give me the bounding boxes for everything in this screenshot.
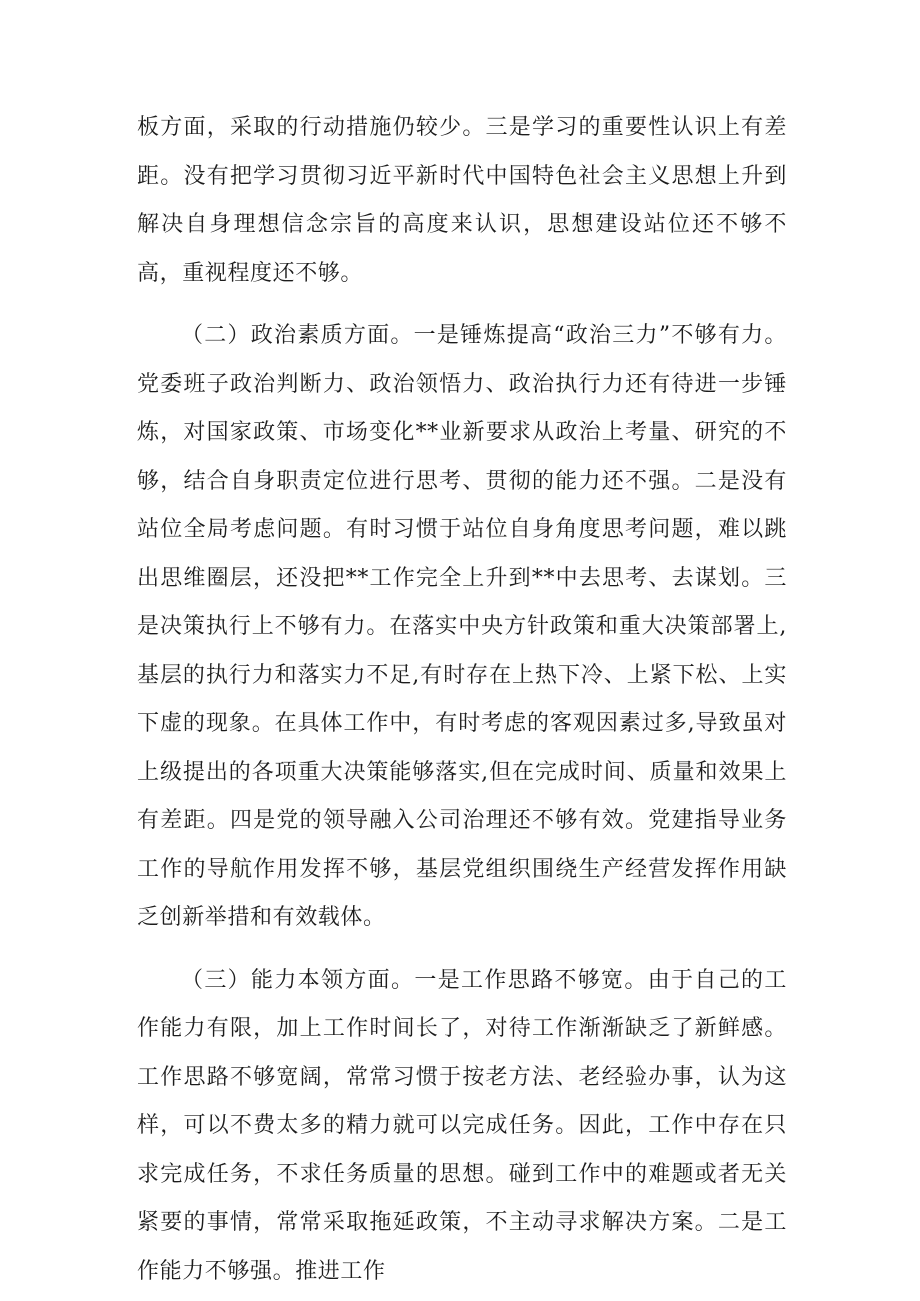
paragraph-study-awareness: 板方面，采取的行动措施仍较少。三是学习的重要性认识上有差距。没有把学习贯彻习近平新时代中国特色社会主义思想上升到解决自身理想信念宗旨的高度来认识，思想建设站位还不够不高，重视程度还不够。 — [137, 115, 787, 286]
paragraph-ability-skills: （三）能力本领方面。一是工作思路不够宽。由于自己的工作能力有限，加上工作时间长了，对待工作渐渐缺乏了新鲜感。工作思路不够宽阔，常常习惯于按老方法、老经验办事，认为这样，可以不费太多的精力就可以完成任务。因此，工作中存在只求完成任务，不求任务质量的思想。碰到工作中的难题或者无关紧要的事情，常常采取拖延政策，不主动寻求解决方案。二是工作能力不够强。推进工作 — [137, 967, 787, 1284]
paragraph-political-quality: （二）政治素质方面。一是锤炼提高“政治三力”不够有力。党委班子政治判断力、政治领悟力、政治执行力还有待进一步锤炼，对国家政策、市场变化**业新要求从政治上考量、研究的不够，结合自身职责定位进行思考、贯彻的能力还不强。二是没有站位全局考虑问题。有时习惯于站位自身角度思考问题，难以跳出思维圈层，还没把**工作完全上升到**中去思考、去谋划。三是决策执行上不够有力。在落实中央方针政策和重大决策部署上,基层的执行力和落实力不足,有时存在上热下冷、上紧下松、上实下虚的现象。在具体工作中，有时考虑的客观因素过多,导致虽对上级提出的各项重大决策能够落实,但在完成时间、质量和效果上有差距。四是党的领导融入公司治理还不够有效。党建指导业务工作的导航作用发挥不够，基层党组织围绕生产经营发挥作用缺乏创新举措和有效载体。 — [137, 323, 787, 930]
document-page — [137, 104, 787, 1296]
